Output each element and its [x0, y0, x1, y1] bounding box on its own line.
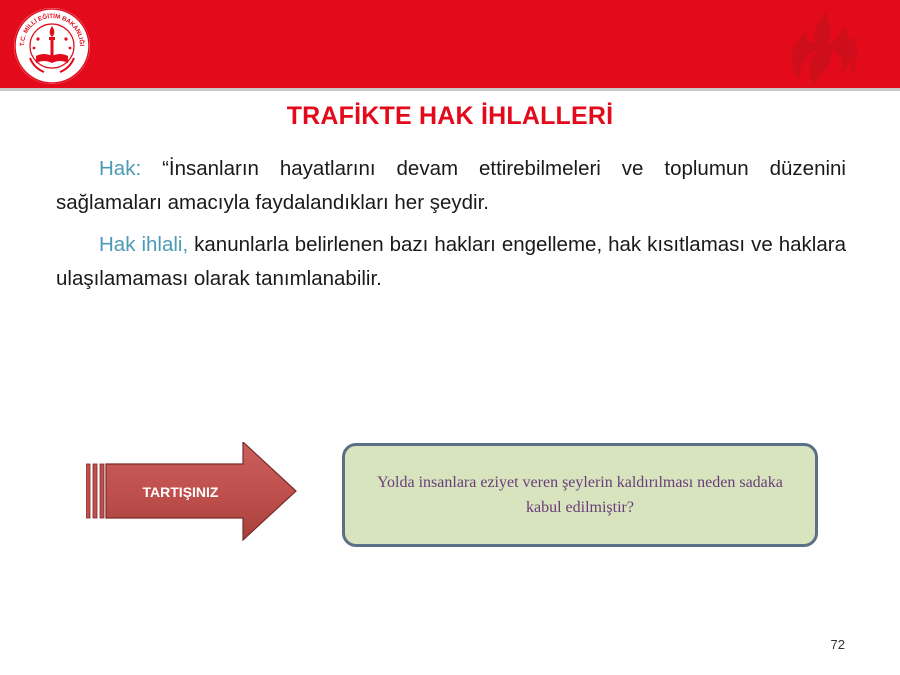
slide-body [56, 152, 846, 304]
violation-paragraph [56, 228, 846, 296]
violation-text: kanunlarla belirlenen bazı hakları engelleme, hak kısıtlaması ve haklara ulaşılamaması olarak tanımlanabilir. [56, 233, 846, 290]
header-bar [0, 0, 900, 91]
meb-emblem-icon [12, 6, 92, 86]
discuss-label: TARTIŞINIZ [142, 484, 219, 500]
question-callout [342, 443, 818, 547]
flame-icon [770, 6, 860, 88]
definition-paragraph [56, 152, 846, 220]
definition-text: “İnsanların hayatlarını devam ettirebilmeleri ve toplumun düzenini sağlamaları amacıyla faydalandıkları her şeydir. [56, 157, 846, 214]
definition-keyword: Hak: [99, 157, 142, 180]
logo-text: T.C. MİLLİ EĞİTİM BAKANLIĞI [18, 12, 86, 47]
slide-title: TRAFİKTE HAK İHLALLERİ [286, 102, 614, 130]
page-number: 72 [830, 637, 845, 652]
violation-keyword: Hak ihlali, [99, 233, 189, 256]
meb-logo [12, 6, 92, 86]
question-text: Yolda insanlara eziyet veren şeylerin kaldırılması neden sadaka kabul edilmiştir? [377, 474, 783, 516]
